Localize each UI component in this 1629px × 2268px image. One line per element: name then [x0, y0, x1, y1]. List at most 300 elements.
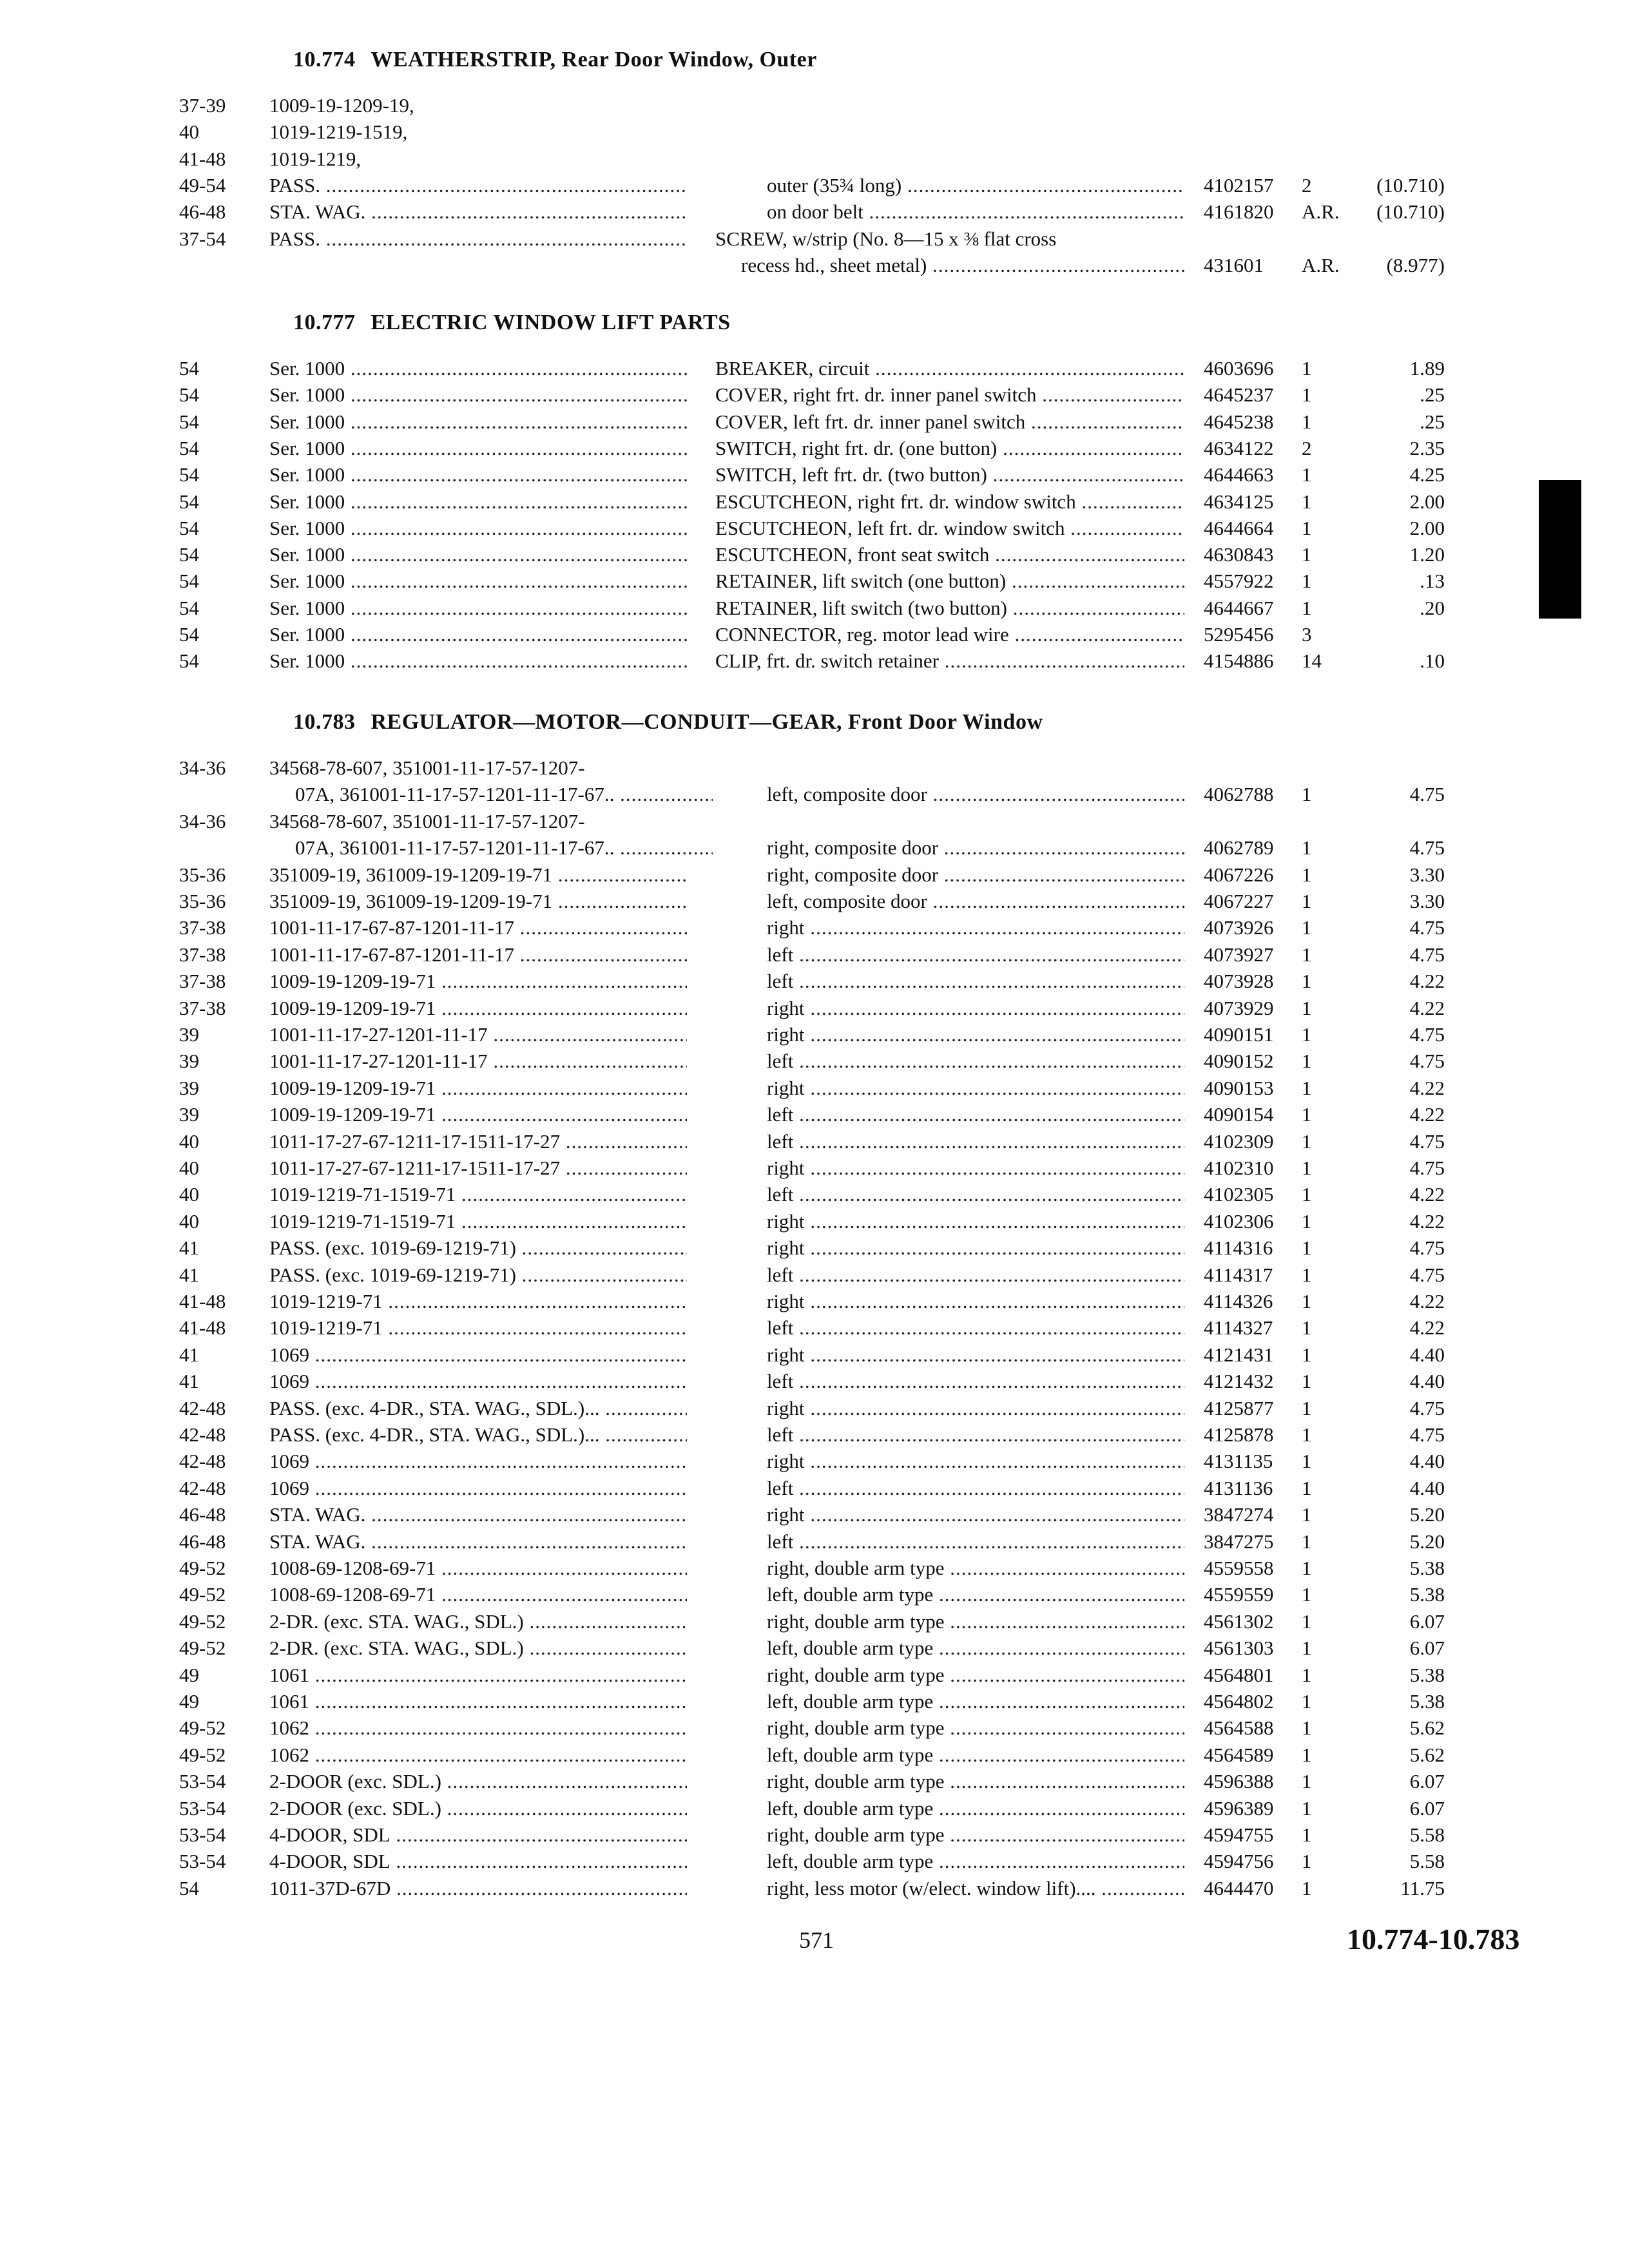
quantity-cell: 1: [1302, 1343, 1312, 1366]
model-cell: STA. WAG. .....: [269, 1529, 687, 1555]
parts-row: [0, 436, 1629, 461]
part-number-cell: 4102305: [1204, 1183, 1274, 1206]
year-cell: 37-38: [179, 970, 226, 993]
price-cell: 2.35: [1409, 436, 1445, 459]
year-cell: 54: [179, 490, 199, 513]
part-number-cell: 4131135: [1204, 1450, 1273, 1473]
description-cell: COVER, right frt. dr. inner panel switch .....: [715, 382, 1184, 408]
section-title: [293, 311, 731, 335]
parts-row: [0, 995, 1629, 1021]
description-cell: recess hd., sheet metal) .....: [741, 253, 1184, 278]
year-cell: 40: [179, 1157, 199, 1179]
price-cell: .20: [1420, 596, 1445, 619]
year-cell: 42-48: [179, 1476, 226, 1499]
parts-row: [0, 1689, 1629, 1715]
part-number-cell: 4564802: [1204, 1690, 1274, 1713]
quantity-cell: 1: [1302, 836, 1312, 860]
description-cell: left .....: [767, 1475, 1184, 1501]
description-cell: right, double arm type .....: [767, 1555, 1184, 1581]
year-cell: 34-36: [179, 756, 226, 779]
part-number-cell: 4114326: [1204, 1290, 1273, 1312]
part-number-cell: 4102309: [1204, 1129, 1274, 1153]
part-number-cell: 4564801: [1204, 1663, 1274, 1686]
quantity-cell: 2: [1302, 173, 1312, 197]
year-cell: 49-52: [179, 1743, 226, 1766]
description-cell: left .....: [767, 1529, 1184, 1555]
model-cell: PASS. .....: [269, 226, 687, 252]
parts-row: [0, 1102, 1629, 1128]
price-cell: 5.38: [1409, 1557, 1445, 1579]
price-cell: (10.710): [1376, 173, 1445, 197]
price-cell: .25: [1420, 410, 1445, 433]
price-cell: 3.30: [1409, 863, 1445, 886]
year-cell: 53-54: [179, 1823, 226, 1846]
parts-row: [0, 595, 1629, 621]
quantity-cell: 1: [1302, 1716, 1312, 1740]
part-number-cell: 4645237: [1204, 383, 1274, 407]
parts-row: [0, 1075, 1629, 1101]
parts-row: [0, 1048, 1629, 1074]
description-cell: right, double arm type .....: [767, 1769, 1184, 1794]
quantity-cell: 1: [1302, 1530, 1312, 1553]
parts-row: [0, 915, 1629, 941]
section-number: 10.774: [293, 48, 356, 72]
parts-row: [0, 1289, 1629, 1314]
part-number-cell: 4114327: [1204, 1316, 1273, 1340]
price-cell: .10: [1420, 649, 1445, 673]
price-cell: 5.20: [1409, 1530, 1445, 1553]
year-cell: 46-48: [179, 200, 226, 224]
price-cell: 5.38: [1409, 1583, 1445, 1606]
year-cell: 40: [179, 120, 199, 144]
model-cell: 1019-1219-71 .....: [269, 1315, 687, 1341]
price-cell: 3.30: [1409, 890, 1445, 912]
price-cell: 5.58: [1409, 1823, 1445, 1846]
part-number-cell: 4559559: [1204, 1583, 1274, 1606]
part-number-cell: 4644667: [1204, 596, 1274, 619]
model-cell: 1001-11-17-27-1201-11-17 .....: [269, 1022, 687, 1048]
quantity-cell: 1: [1302, 463, 1312, 486]
model-cell: 1019-1219-1519,: [269, 120, 408, 144]
quantity-cell: 1: [1302, 1583, 1312, 1606]
part-number-cell: 4603696: [1204, 357, 1274, 380]
description-cell: BREAKER, circuit .....: [715, 356, 1184, 381]
description-cell: outer (35¾ long) .....: [767, 173, 1184, 198]
quantity-cell: 1: [1302, 1690, 1312, 1713]
part-number-cell: 4561302: [1204, 1610, 1274, 1633]
section-number: 10.777: [293, 311, 356, 334]
quantity-cell: 1: [1302, 890, 1312, 912]
parts-row: [0, 1475, 1629, 1501]
year-cell: 42-48: [179, 1450, 226, 1473]
model-cell: PASS. (exc. 1019-69-1219-71) .....: [269, 1262, 687, 1288]
year-cell: 54: [179, 357, 199, 380]
description-cell: left, double arm type .....: [767, 1796, 1184, 1821]
year-cell: 37-39: [179, 94, 226, 117]
year-cell: 37-38: [179, 916, 226, 939]
parts-row: [0, 253, 1629, 278]
year-cell: 46-48: [179, 1503, 226, 1526]
price-cell: 4.75: [1409, 836, 1445, 860]
part-number-cell: 4125877: [1204, 1396, 1274, 1419]
price-cell: 4.75: [1409, 1129, 1445, 1153]
model-cell: 4-DOOR, SDL .....: [269, 1849, 687, 1874]
description-cell: right .....: [767, 1155, 1184, 1181]
part-number-cell: 4596389: [1204, 1796, 1274, 1820]
price-cell: 4.22: [1409, 1076, 1445, 1099]
parts-row: [0, 199, 1629, 225]
parts-row: [0, 119, 1629, 145]
quantity-cell: 1: [1302, 1396, 1312, 1419]
model-cell: 1009-19-1209-19-71 .....: [269, 1102, 687, 1128]
quantity-cell: 1: [1302, 1876, 1312, 1899]
model-cell: 2-DR. (exc. STA. WAG., SDL.) .....: [269, 1635, 687, 1661]
parts-row: [0, 173, 1629, 198]
quantity-cell: 1: [1302, 1157, 1312, 1179]
quantity-cell: A.R.: [1302, 200, 1340, 224]
parts-row: [0, 835, 1629, 861]
price-cell: 4.22: [1409, 1316, 1445, 1340]
description-cell: right, composite door .....: [767, 835, 1184, 861]
description-cell: left .....: [767, 1315, 1184, 1341]
description-cell: right .....: [767, 1502, 1184, 1528]
price-cell: 4.75: [1409, 1023, 1445, 1046]
model-cell: Ser. 1000 .....: [269, 382, 687, 408]
parts-row: [0, 1022, 1629, 1048]
description-cell: right, double arm type .....: [767, 1662, 1184, 1688]
parts-row: [0, 1235, 1629, 1261]
quantity-cell: 1: [1302, 1850, 1312, 1873]
description-cell: right, composite door .....: [767, 862, 1184, 888]
description-cell: left, double arm type .....: [767, 1849, 1184, 1874]
quantity-cell: 1: [1302, 1023, 1312, 1046]
quantity-cell: 1: [1302, 1503, 1312, 1526]
parts-row: [0, 1448, 1629, 1474]
year-cell: 54: [179, 596, 199, 619]
part-number-cell: 4073926: [1204, 916, 1274, 939]
part-number-cell: 4559558: [1204, 1557, 1274, 1579]
year-cell: 54: [179, 570, 199, 593]
year-cell: 34-36: [179, 809, 226, 832]
part-number-cell: 4062788: [1204, 783, 1274, 806]
part-number-cell: 4102157: [1204, 173, 1274, 197]
quantity-cell: 2: [1302, 436, 1312, 459]
price-cell: 4.25: [1409, 463, 1445, 486]
price-cell: .25: [1420, 383, 1445, 407]
price-cell: 4.22: [1409, 1103, 1445, 1126]
quantity-cell: 1: [1302, 1663, 1312, 1686]
model-cell: 1019-1219-71-1519-71 .....: [269, 1209, 687, 1235]
quantity-cell: 1: [1302, 996, 1312, 1019]
year-cell: 49-52: [179, 1716, 226, 1740]
parts-row: [0, 1396, 1629, 1421]
year-cell: 42-48: [179, 1423, 226, 1446]
description-cell: right, double arm type .....: [767, 1715, 1184, 1741]
price-cell: 2.00: [1409, 490, 1445, 513]
model-cell: Ser. 1000 .....: [269, 462, 687, 488]
year-cell: 40: [179, 1183, 199, 1206]
price-cell: 4.40: [1409, 1476, 1445, 1499]
description-cell: SWITCH, right frt. dr. (one button) .....: [715, 436, 1184, 461]
model-cell: 1001-11-17-27-1201-11-17 .....: [269, 1048, 687, 1074]
model-cell: 34568-78-607, 351001-11-17-57-1207-: [269, 756, 585, 779]
description-cell: right .....: [767, 1075, 1184, 1101]
model-cell: Ser. 1000 .....: [269, 542, 687, 568]
description-cell: right .....: [767, 1342, 1184, 1368]
part-number-cell: 4090154: [1204, 1103, 1274, 1126]
description-cell: left .....: [767, 1182, 1184, 1207]
price-cell: 4.22: [1409, 1209, 1445, 1233]
description-cell: right, double arm type .....: [767, 1609, 1184, 1635]
quantity-cell: 1: [1302, 357, 1312, 380]
model-cell: Ser. 1000 .....: [269, 595, 687, 621]
page-number: 571: [799, 1927, 834, 1953]
year-cell: 54: [179, 1876, 199, 1899]
year-cell: 39: [179, 1023, 199, 1046]
description-cell: left, double arm type .....: [767, 1582, 1184, 1608]
description-cell: on door belt .....: [767, 199, 1184, 225]
part-number-cell: 4073927: [1204, 943, 1274, 966]
year-cell: 37-54: [179, 227, 226, 250]
model-cell: 1069 .....: [269, 1475, 687, 1501]
description-cell: left, double arm type .....: [767, 1689, 1184, 1715]
parts-row: [0, 1555, 1629, 1581]
parts-row: [0, 1769, 1629, 1794]
parts-row: [0, 146, 1629, 172]
year-cell: 54: [179, 543, 199, 566]
quantity-cell: 1: [1302, 1450, 1312, 1473]
price-cell: (8.977): [1386, 253, 1445, 276]
model-cell: 2-DR. (exc. STA. WAG., SDL.) .....: [269, 1609, 687, 1635]
description-cell: left, double arm type .....: [767, 1742, 1184, 1768]
quantity-cell: 14: [1302, 649, 1322, 673]
parts-row: [0, 1369, 1629, 1394]
parts-row: [0, 809, 1629, 834]
quantity-cell: 1: [1302, 1183, 1312, 1206]
price-cell: 2.00: [1409, 516, 1445, 539]
description-cell: right .....: [767, 1396, 1184, 1421]
price-cell: 5.20: [1409, 1503, 1445, 1526]
model-cell: 07A, 361001-11-17-57-1201-11-17-67.. .....: [295, 782, 713, 807]
description-cell: RETAINER, lift switch (one button) .....: [715, 568, 1184, 594]
model-cell: Ser. 1000 .....: [269, 622, 687, 648]
model-cell: 1011-17-27-67-1211-17-1511-17-27 .....: [269, 1129, 687, 1155]
part-number-cell: 4090152: [1204, 1050, 1274, 1073]
parts-row: [0, 1342, 1629, 1368]
part-number-cell: 4594755: [1204, 1823, 1274, 1846]
price-cell: .13: [1420, 570, 1445, 593]
description-cell: CONNECTOR, reg. motor lead wire .....: [715, 622, 1184, 648]
part-number-cell: 431601: [1204, 253, 1264, 276]
description-cell: left .....: [767, 1422, 1184, 1448]
model-cell: 2-DOOR (exc. SDL.) .....: [269, 1796, 687, 1821]
parts-row: [0, 1582, 1629, 1608]
part-number-cell: 4564588: [1204, 1716, 1274, 1740]
description-cell: right .....: [767, 1235, 1184, 1261]
model-cell: 34568-78-607, 351001-11-17-57-1207-: [269, 809, 585, 832]
part-number-cell: 4102306: [1204, 1209, 1274, 1233]
description-cell: right .....: [767, 995, 1184, 1021]
model-cell: 1009-19-1209-19-71 .....: [269, 968, 687, 994]
quantity-cell: 1: [1302, 543, 1312, 566]
year-cell: 39: [179, 1103, 199, 1126]
part-number-cell: 4644664: [1204, 516, 1274, 539]
part-number-cell: 4121431: [1204, 1343, 1274, 1366]
parts-row: [0, 942, 1629, 968]
model-cell: 1069 .....: [269, 1448, 687, 1474]
model-cell: Ser. 1000 .....: [269, 648, 687, 674]
parts-row: [0, 648, 1629, 674]
quantity-cell: 1: [1302, 1743, 1312, 1766]
quantity-cell: 1: [1302, 1050, 1312, 1073]
parts-row: [0, 1129, 1629, 1155]
price-cell: 5.58: [1409, 1850, 1445, 1873]
price-cell: 1.89: [1409, 357, 1445, 380]
year-cell: 41-48: [179, 1290, 226, 1312]
part-number-cell: 4630843: [1204, 543, 1274, 566]
year-cell: 41: [179, 1263, 199, 1286]
parts-row: [0, 382, 1629, 408]
model-cell: 1011-17-27-67-1211-17-1511-17-27 .....: [269, 1155, 687, 1181]
quantity-cell: 1: [1302, 1103, 1312, 1126]
section-heading: REGULATOR—MOTOR—CONDUIT—GEAR, Front Door Window: [371, 710, 1043, 734]
year-cell: 40: [179, 1209, 199, 1233]
year-cell: 42-48: [179, 1396, 226, 1419]
year-cell: 54: [179, 649, 199, 673]
model-cell: 1062 .....: [269, 1715, 687, 1741]
year-cell: 39: [179, 1050, 199, 1073]
parts-row: [0, 1209, 1629, 1235]
quantity-cell: 1: [1302, 516, 1312, 539]
description-cell: left .....: [767, 1369, 1184, 1394]
parts-row: [0, 462, 1629, 488]
parts-row: [0, 1315, 1629, 1341]
model-cell: 1001-11-17-67-87-1201-11-17 .....: [269, 942, 687, 968]
description-cell: left, composite door .....: [767, 889, 1184, 914]
part-number-cell: 4634125: [1204, 490, 1274, 513]
price-cell: 4.22: [1409, 996, 1445, 1019]
year-cell: 49: [179, 1663, 199, 1686]
description-cell: COVER, left frt. dr. inner panel switch .....: [715, 409, 1184, 435]
year-cell: 49-54: [179, 173, 226, 197]
year-cell: 54: [179, 463, 199, 486]
year-cell: 54: [179, 623, 199, 646]
part-number-cell: 4644470: [1204, 1876, 1274, 1899]
year-cell: 49-52: [179, 1637, 226, 1660]
description-cell: RETAINER, lift switch (two button) .....: [715, 595, 1184, 621]
parts-row: [0, 1635, 1629, 1661]
model-cell: 1019-1219-71-1519-71 .....: [269, 1182, 687, 1207]
model-cell: Ser. 1000 .....: [269, 489, 687, 515]
model-cell: 1069 .....: [269, 1342, 687, 1368]
price-cell: 6.07: [1409, 1610, 1445, 1633]
price-cell: 4.40: [1409, 1370, 1445, 1393]
quantity-cell: 1: [1302, 1610, 1312, 1633]
year-cell: 41: [179, 1236, 199, 1260]
part-number-cell: 4073928: [1204, 970, 1274, 993]
quantity-cell: 1: [1302, 1209, 1312, 1233]
model-cell: 351009-19, 361009-19-1209-19-71 .....: [269, 889, 687, 914]
price-cell: 5.62: [1409, 1743, 1445, 1766]
price-cell: 6.07: [1409, 1770, 1445, 1793]
price-cell: 6.07: [1409, 1796, 1445, 1820]
quantity-cell: 1: [1302, 490, 1312, 513]
quantity-cell: 1: [1302, 1637, 1312, 1660]
model-cell: 351009-19, 361009-19-1209-19-71 .....: [269, 862, 687, 888]
section-title: [293, 48, 817, 72]
quantity-cell: 1: [1302, 916, 1312, 939]
year-cell: 49-52: [179, 1583, 226, 1606]
quantity-cell: 1: [1302, 1236, 1312, 1260]
model-cell: STA. WAG. .....: [269, 199, 687, 225]
model-cell: 1009-19-1209-19,: [269, 94, 414, 117]
parts-row: [0, 1715, 1629, 1741]
model-cell: 1019-1219,: [269, 147, 361, 170]
model-cell: 1008-69-1208-69-71 .....: [269, 1555, 687, 1581]
quantity-cell: A.R.: [1302, 253, 1340, 276]
model-cell: PASS. (exc. 1019-69-1219-71) .....: [269, 1235, 687, 1261]
description-cell: left, composite door .....: [767, 782, 1184, 807]
part-number-cell: 4644663: [1204, 463, 1274, 486]
quantity-cell: 1: [1302, 410, 1312, 433]
quantity-cell: 1: [1302, 1129, 1312, 1153]
parts-row: [0, 1529, 1629, 1555]
section-range: 10.774-10.783: [1347, 1923, 1520, 1956]
quantity-cell: 1: [1302, 1823, 1312, 1846]
quantity-cell: 1: [1302, 570, 1312, 593]
part-number-cell: 4564589: [1204, 1743, 1274, 1766]
parts-row: [0, 409, 1629, 435]
price-cell: 4.75: [1409, 943, 1445, 966]
description-cell: left .....: [767, 1102, 1184, 1128]
price-cell: 4.75: [1409, 1050, 1445, 1073]
quantity-cell: 1: [1302, 970, 1312, 993]
quantity-cell: 1: [1302, 783, 1312, 806]
year-cell: 53-54: [179, 1850, 226, 1873]
description-cell: left .....: [767, 1262, 1184, 1288]
description-cell: ESCUTCHEON, left frt. dr. window switch .....: [715, 515, 1184, 541]
description-cell: right .....: [767, 1022, 1184, 1048]
parts-row: [0, 1262, 1629, 1288]
section-title: [293, 710, 1043, 735]
model-cell: Ser. 1000 .....: [269, 356, 687, 381]
year-cell: 41-48: [179, 147, 226, 170]
year-cell: 41: [179, 1343, 199, 1366]
year-cell: 54: [179, 383, 199, 407]
part-number-cell: 4634122: [1204, 436, 1274, 459]
part-number-cell: 4645238: [1204, 410, 1274, 433]
year-cell: 40: [179, 1129, 199, 1153]
model-cell: 1009-19-1209-19-71 .....: [269, 1075, 687, 1101]
parts-row: [0, 93, 1629, 119]
quantity-cell: 1: [1302, 1290, 1312, 1312]
model-cell: PASS. (exc. 4-DR., STA. WAG., SDL.)... .....: [269, 1422, 687, 1448]
model-cell: 1069 .....: [269, 1369, 687, 1394]
part-number-cell: 4114316: [1204, 1236, 1273, 1260]
quantity-cell: 1: [1302, 943, 1312, 966]
description-cell: left .....: [767, 1048, 1184, 1074]
price-cell: 4.75: [1409, 1396, 1445, 1419]
description-cell: ESCUTCHEON, front seat switch .....: [715, 542, 1184, 568]
description-cell: left .....: [767, 968, 1184, 994]
year-cell: 41: [179, 1370, 199, 1393]
quantity-cell: 1: [1302, 1263, 1312, 1286]
part-number-cell: 4161820: [1204, 200, 1274, 224]
part-number-cell: 4121432: [1204, 1370, 1274, 1393]
model-cell: 1061 .....: [269, 1689, 687, 1715]
quantity-cell: 1: [1302, 1476, 1312, 1499]
description-cell: SWITCH, left frt. dr. (two button) .....: [715, 462, 1184, 488]
